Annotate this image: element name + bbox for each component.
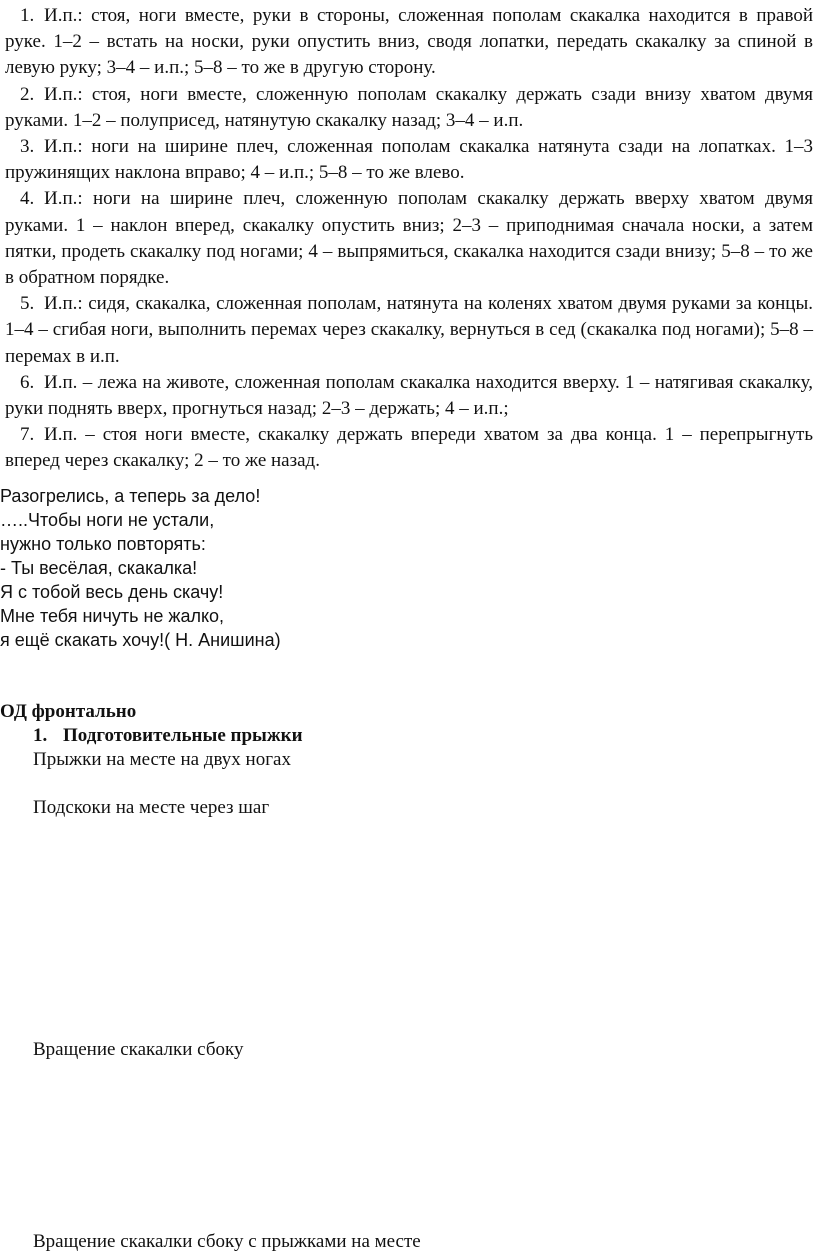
poem-line: Разогрелись, а теперь за дело! <box>0 486 261 506</box>
poem-line: Я с тобой весь день скачу! <box>0 582 224 602</box>
exercise-text: И.п. – лежа на животе, сложенная пополам скакалка находится вверху. 1 – натягивая скакалку, руки поднять вверх, прогнуться назад; 2–3 – держать; 4 – и.п.; <box>5 371 813 420</box>
exercise-line: Вращение скакалки сбоку <box>33 1039 244 1060</box>
poem-line: нужно только повторять: <box>0 534 206 554</box>
subsection-heading <box>33 724 303 748</box>
exercise-number: 4. <box>20 188 35 210</box>
exercise-line: Подскоки на месте через шаг <box>33 797 270 818</box>
poem-block <box>0 484 600 652</box>
exercise-item <box>5 134 813 186</box>
subsection-title: Подготовительные прыжки <box>63 725 303 746</box>
exercise-number: 2. <box>20 83 35 105</box>
exercise-text: И.п.: сидя, скакалка, сложенная пополам, натянута на коленях хватом двумя руками за концы. 1–4 – сгибая ноги, выполнить перемах через скакалку, вернуться в сед (скакалка под ногами); 5–8 – перемах в и.п. <box>5 293 813 367</box>
exercise-item <box>5 186 813 291</box>
exercise-number: 7. <box>20 424 35 446</box>
exercise-text: И.п.: ноги на ширине плеч, сложенную пополам скакалку держать вверху хватом двумя руками. 1 – наклон вперед, скакалку опустить вниз; 2–3 – приподнимая сначала носки, а затем пятки, продеть скакалку под ногами; 4 – выпрямиться, скакалка находится сзади внизу; 5–8 – то же в обратном порядке. <box>5 188 813 289</box>
subsection-number: 1. <box>33 725 48 746</box>
exercise-number: 1. <box>20 5 35 26</box>
exercise-line: Прыжки на месте на двух ногах <box>33 749 291 770</box>
exercise-number: 5. <box>20 293 35 315</box>
exercise-text: И.п.: стоя, ноги вместе, руки в стороны, сложенная пополам скакалка находится в правой руке. 1–2 – встать на носки, руки опустить вниз, сводя лопатки, передать скакалку за спиной в левую руку; 3–4 – и.п.; 5–8 – то же в другую сторону. <box>5 5 813 79</box>
exercise-item <box>5 370 813 422</box>
exercise-item <box>5 3 813 82</box>
exercise-text: И.п. – стоя ноги вместе, скакалку держать впереди хватом за два конца. 1 – перепрыгнуть вперед через скакалку; 2 – то же назад. <box>5 424 813 472</box>
exercise-line: Вращение скакалки сбоку с прыжками на месте <box>33 1231 421 1252</box>
exercise-item <box>5 291 813 370</box>
exercise-text: И.п.: стоя, ноги вместе, сложенную пополам скакалку держать сзади внизу хватом двумя руками. 1–2 – полуприсед, натянутую скакалку назад; 3–4 – и.п. <box>5 83 813 131</box>
exercise-list <box>5 3 813 475</box>
exercise-item <box>5 82 813 134</box>
exercise-item <box>5 422 813 474</box>
section-title: ОД фронтально <box>0 701 137 722</box>
exercise-number: 3. <box>20 136 35 158</box>
exercise-text: И.п.: ноги на ширине плеч, сложенная пополам скакалка натянута сзади на лопатках. 1–3 пружинящих наклона вправо; 4 – и.п.; 5–8 – то же влево. <box>5 136 813 184</box>
poem-line: Мне тебя ничуть не жалко, <box>0 606 225 626</box>
poem-line: - Ты весёлая, скакалка! <box>0 558 198 578</box>
poem-line: я ещё скакать хочу!( Н. Анишина) <box>0 630 281 650</box>
exercise-number: 6. <box>20 371 35 393</box>
poem-line: …..Чтобы ноги не устали, <box>0 510 215 530</box>
